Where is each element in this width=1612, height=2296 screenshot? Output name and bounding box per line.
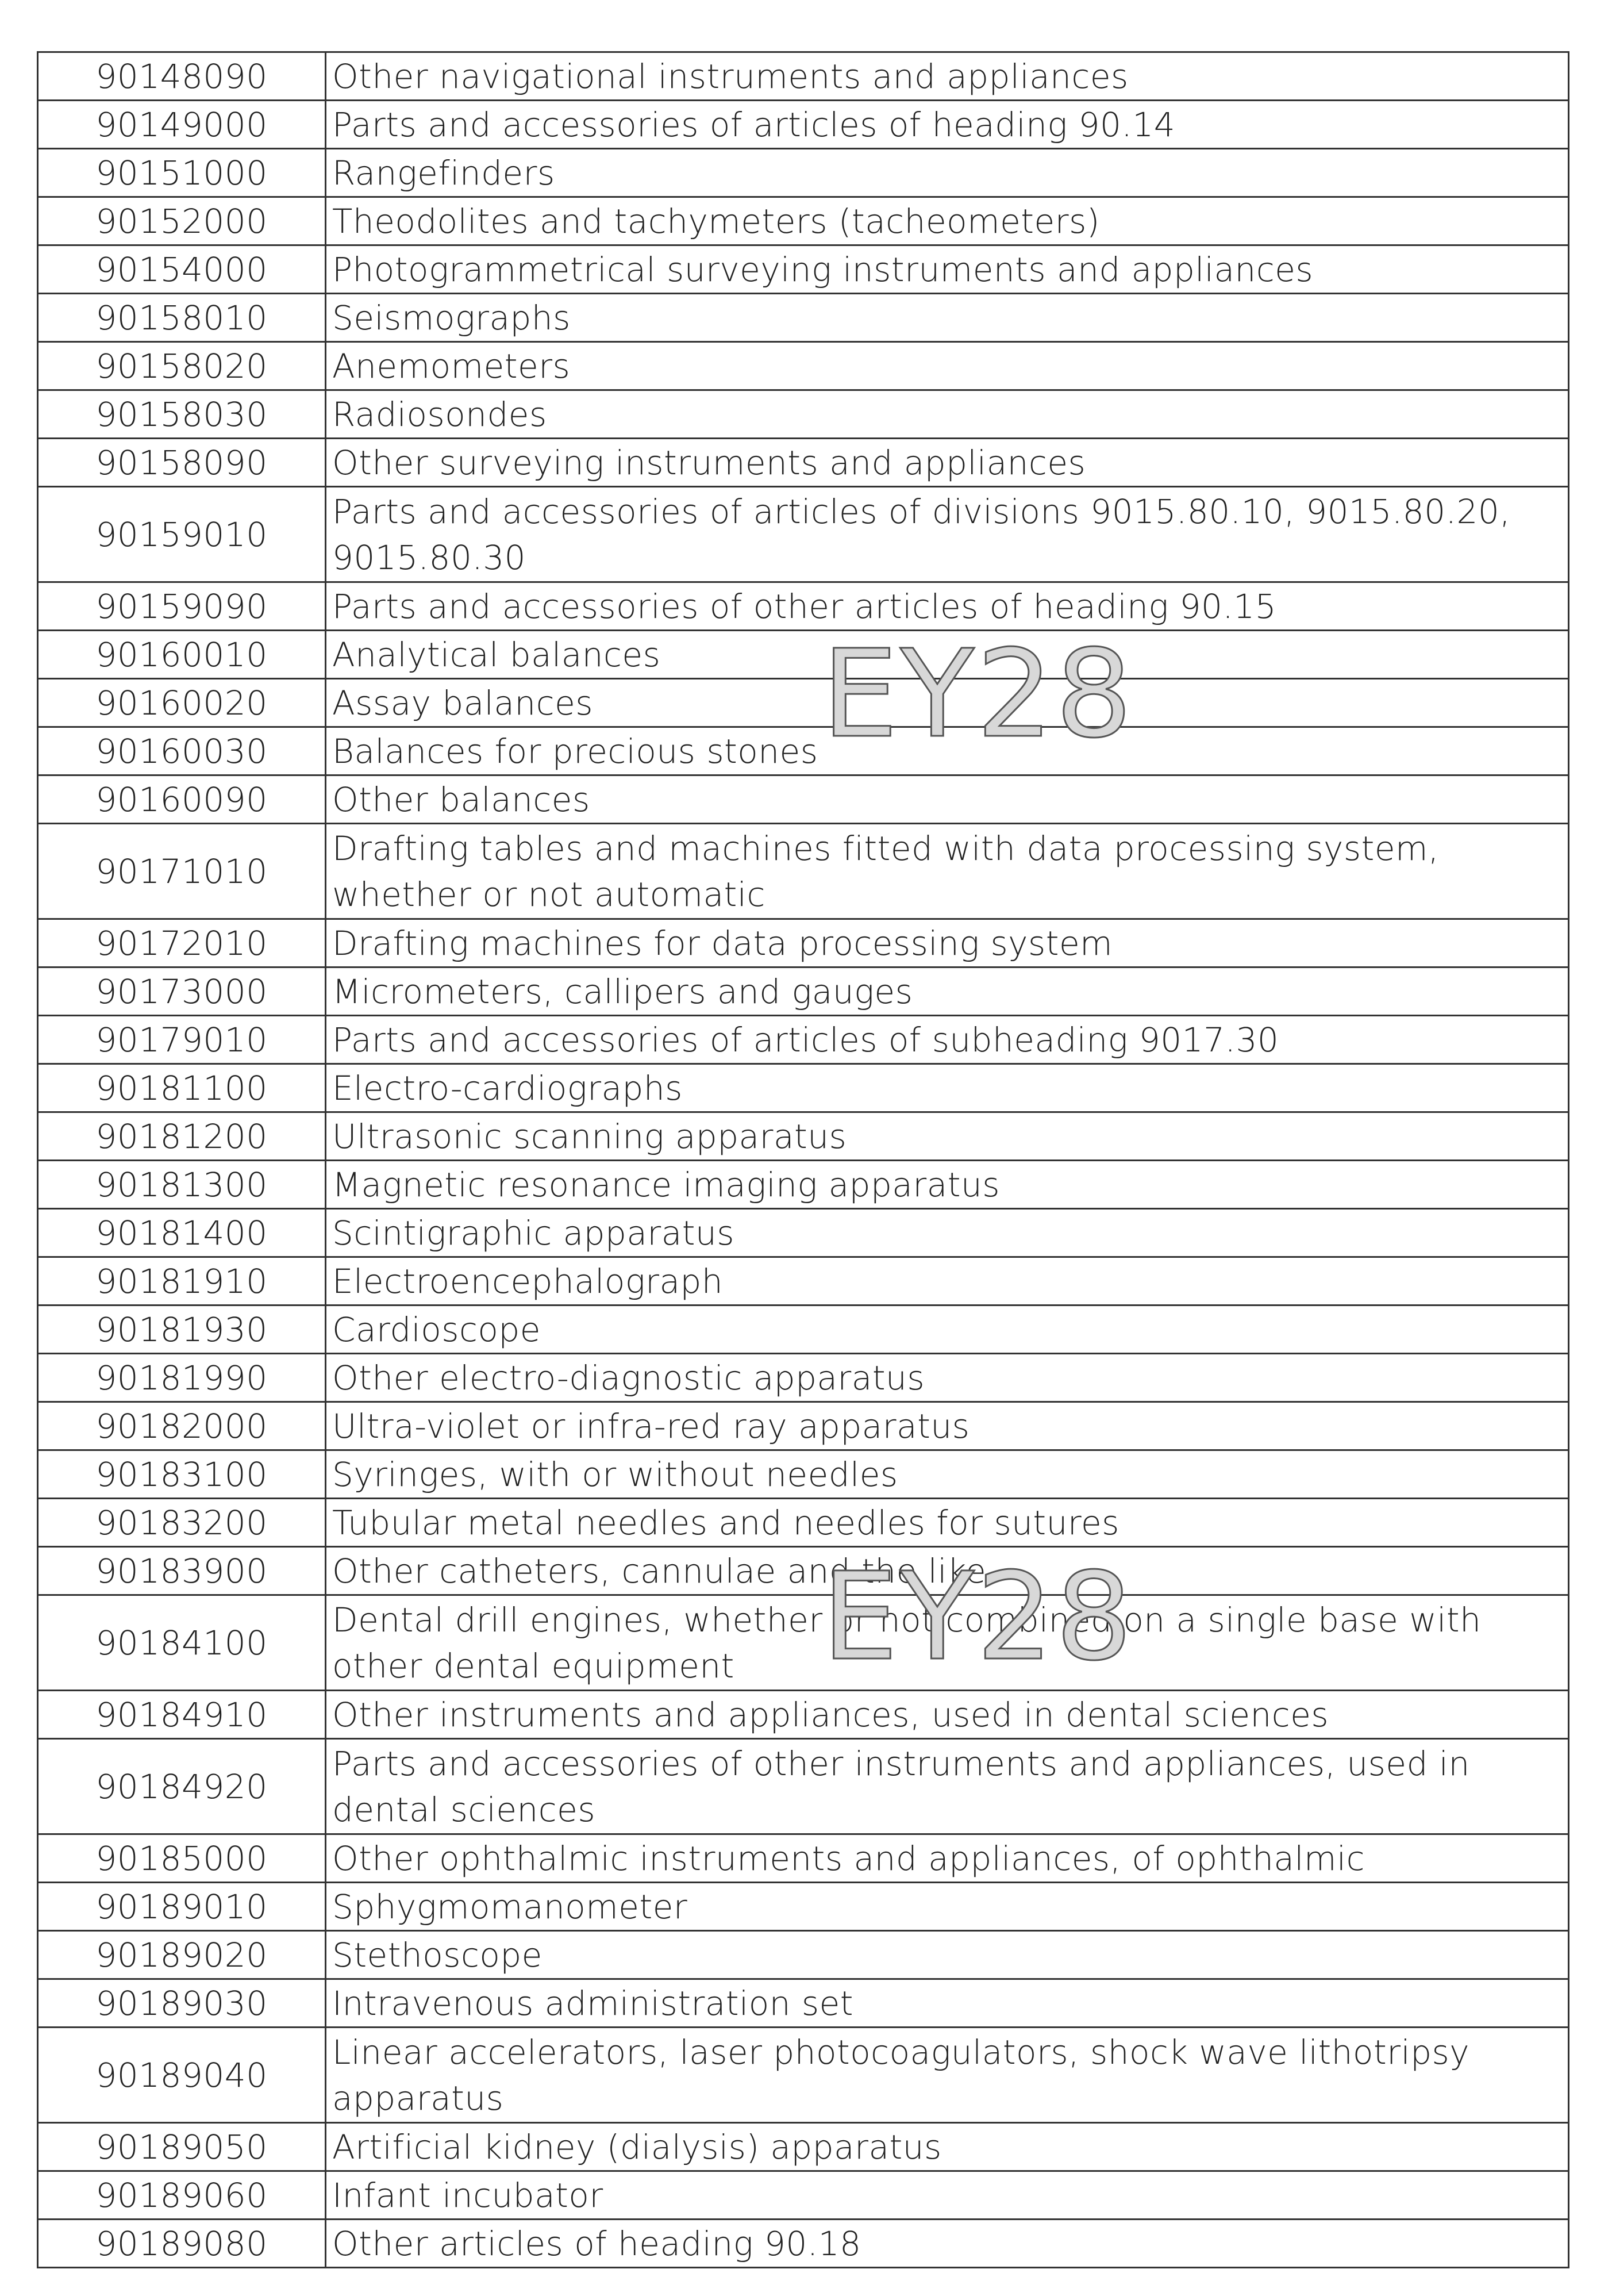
description-cell: Drafting machines for data processing system	[326, 919, 1569, 967]
table-row	[38, 1979, 1569, 2028]
hs-code-cell: 90181100	[38, 1064, 326, 1112]
hs-code-cell: 90173000	[38, 967, 326, 1016]
table-row	[38, 1402, 1569, 1450]
description-cell: Parts and accessories of articles of subheading 9017.30	[326, 1016, 1569, 1064]
hs-code-cell: 90183200	[38, 1499, 326, 1547]
table-row	[38, 1739, 1569, 1834]
hs-code-cell: 90182000	[38, 1402, 326, 1450]
table-row	[38, 487, 1569, 582]
hs-code-cell: 90158020	[38, 342, 326, 390]
description-cell: Photogrammetrical surveying instruments and appliances	[326, 245, 1569, 294]
hs-code-cell: 90151000	[38, 149, 326, 197]
description-cell: Parts and accessories of articles of divisions 9015.80.10, 9015.80.20, 9015.80.30	[326, 487, 1569, 582]
description-cell: Cardioscope	[326, 1306, 1569, 1354]
hs-code-cell: 90189010	[38, 1883, 326, 1931]
hs-code-cell: 90181930	[38, 1306, 326, 1354]
table-row	[38, 1016, 1569, 1064]
description-cell: Anemometers	[326, 342, 1569, 390]
description-cell: Other balances	[326, 775, 1569, 824]
description-cell: Artificial kidney (dialysis) apparatus	[326, 2123, 1569, 2171]
table-row	[38, 1306, 1569, 1354]
watermark-stamp: EY28	[822, 1546, 1135, 1687]
description-cell: Intravenous administration set	[326, 1979, 1569, 2028]
hs-code-cell: 90172010	[38, 919, 326, 967]
hs-code-cell: 90189060	[38, 2171, 326, 2220]
hs-code-cell: 90160020	[38, 679, 326, 727]
hs-code-cell: 90179010	[38, 1016, 326, 1064]
table-row	[38, 1883, 1569, 1931]
table-row	[38, 824, 1569, 919]
description-cell: Other ophthalmic instruments and appliances, of ophthalmic	[326, 1834, 1569, 1883]
description-cell: Assay balances	[326, 679, 1569, 727]
description-cell: Other instruments and appliances, used in dental sciences	[326, 1691, 1569, 1739]
description-cell: Electroencephalograph	[326, 1257, 1569, 1306]
table-row	[38, 2028, 1569, 2123]
table-row	[38, 2220, 1569, 2268]
hs-code-cell: 90159010	[38, 487, 326, 582]
table-row	[38, 1209, 1569, 1257]
hs-code-cell: 90149000	[38, 101, 326, 149]
hs-code-cell: 90181910	[38, 1257, 326, 1306]
hs-code-cell: 90183900	[38, 1547, 326, 1595]
hs-code-cell: 90152000	[38, 197, 326, 245]
description-cell: Analytical balances	[326, 631, 1569, 679]
table-row	[38, 1257, 1569, 1306]
table-row	[38, 52, 1569, 101]
description-cell: Magnetic resonance imaging apparatus	[326, 1161, 1569, 1209]
description-cell: Seismographs	[326, 294, 1569, 342]
description-cell: Ultrasonic scanning apparatus	[326, 1112, 1569, 1161]
table-row	[38, 149, 1569, 197]
table-row	[38, 101, 1569, 149]
description-cell: Syringes, with or without needles	[326, 1450, 1569, 1499]
hs-code-cell: 90181200	[38, 1112, 326, 1161]
description-cell: Other electro-diagnostic apparatus	[326, 1354, 1569, 1402]
table-row	[38, 2123, 1569, 2171]
description-cell: Parts and accessories of other instruments and appliances, used in dental sciences	[326, 1739, 1569, 1834]
hs-code-cell: 90160090	[38, 775, 326, 824]
description-cell: Other surveying instruments and appliances	[326, 439, 1569, 487]
description-cell: Rangefinders	[326, 149, 1569, 197]
table-row	[38, 390, 1569, 439]
hs-code-cell: 90189040	[38, 2028, 326, 2123]
table-row	[38, 342, 1569, 390]
description-cell: Dental drill engines, whether or not combined on a single base with other dental equipment	[326, 1595, 1569, 1691]
table-row	[38, 1595, 1569, 1691]
description-cell: Theodolites and tachymeters (tacheometers)	[326, 197, 1569, 245]
hs-code-cell: 90181300	[38, 1161, 326, 1209]
table-row	[38, 1691, 1569, 1739]
hs-code-cell: 90184920	[38, 1739, 326, 1834]
description-cell: Other catheters, cannulae and the like	[326, 1547, 1569, 1595]
description-cell: Infant incubator	[326, 2171, 1569, 2220]
table-row	[38, 1547, 1569, 1595]
description-cell: Other navigational instruments and appliances	[326, 52, 1569, 101]
table-row	[38, 1161, 1569, 1209]
description-cell: Linear accelerators, laser photocoagulators, shock wave lithotripsy apparatus	[326, 2028, 1569, 2123]
table-row	[38, 679, 1569, 727]
description-cell: Tubular metal needles and needles for sutures	[326, 1499, 1569, 1547]
table-row	[38, 631, 1569, 679]
hs-code-cell: 90181990	[38, 1354, 326, 1402]
hs-code-cell: 90148090	[38, 52, 326, 101]
description-cell: Drafting tables and machines fitted with data processing system, whether or not automatic	[326, 824, 1569, 919]
hs-code-cell: 90160010	[38, 631, 326, 679]
table-row	[38, 197, 1569, 245]
table-row	[38, 245, 1569, 294]
description-cell: Parts and accessories of articles of heading 90.14	[326, 101, 1569, 149]
description-cell: Micrometers, callipers and gauges	[326, 967, 1569, 1016]
table-row	[38, 919, 1569, 967]
table-row	[38, 1931, 1569, 1979]
table-row	[38, 582, 1569, 631]
hs-code-cell: 90184100	[38, 1595, 326, 1691]
table-row	[38, 2171, 1569, 2220]
table-row	[38, 1112, 1569, 1161]
hs-code-cell: 90189030	[38, 1979, 326, 2028]
table-row	[38, 1354, 1569, 1402]
hs-code-cell: 90158010	[38, 294, 326, 342]
description-cell: Ultra-violet or infra-red ray apparatus	[326, 1402, 1569, 1450]
description-cell: Parts and accessories of other articles of heading 90.15	[326, 582, 1569, 631]
description-cell: Electro-cardiographs	[326, 1064, 1569, 1112]
hs-code-cell: 90171010	[38, 824, 326, 919]
watermark-stamp: EY28	[822, 624, 1135, 765]
hs-code-cell: 90181400	[38, 1209, 326, 1257]
table-row	[38, 1834, 1569, 1883]
hs-code-cell: 90189020	[38, 1931, 326, 1979]
table-row	[38, 439, 1569, 487]
hs-code-cell: 90154000	[38, 245, 326, 294]
description-cell: Scintigraphic apparatus	[326, 1209, 1569, 1257]
hs-code-cell: 90183100	[38, 1450, 326, 1499]
hs-code-cell: 90189080	[38, 2220, 326, 2268]
hs-code-cell: 90160030	[38, 727, 326, 775]
table-row	[38, 727, 1569, 775]
hs-code-cell: 90158030	[38, 390, 326, 439]
table-row	[38, 967, 1569, 1016]
hs-code-cell: 90159090	[38, 582, 326, 631]
description-cell: Sphygmomanometer	[326, 1883, 1569, 1931]
hs-code-cell: 90158090	[38, 439, 326, 487]
table-row	[38, 294, 1569, 342]
description-cell: Balances for precious stones	[326, 727, 1569, 775]
description-cell: Radiosondes	[326, 390, 1569, 439]
table-row	[38, 775, 1569, 824]
hs-code-cell: 90184910	[38, 1691, 326, 1739]
description-cell: Stethoscope	[326, 1931, 1569, 1979]
description-cell: Other articles of heading 90.18	[326, 2220, 1569, 2268]
table-row	[38, 1499, 1569, 1547]
table-row	[38, 1064, 1569, 1112]
table-row	[38, 1450, 1569, 1499]
tariff-code-table	[37, 51, 1569, 2268]
hs-code-cell: 90189050	[38, 2123, 326, 2171]
hs-code-cell: 90185000	[38, 1834, 326, 1883]
